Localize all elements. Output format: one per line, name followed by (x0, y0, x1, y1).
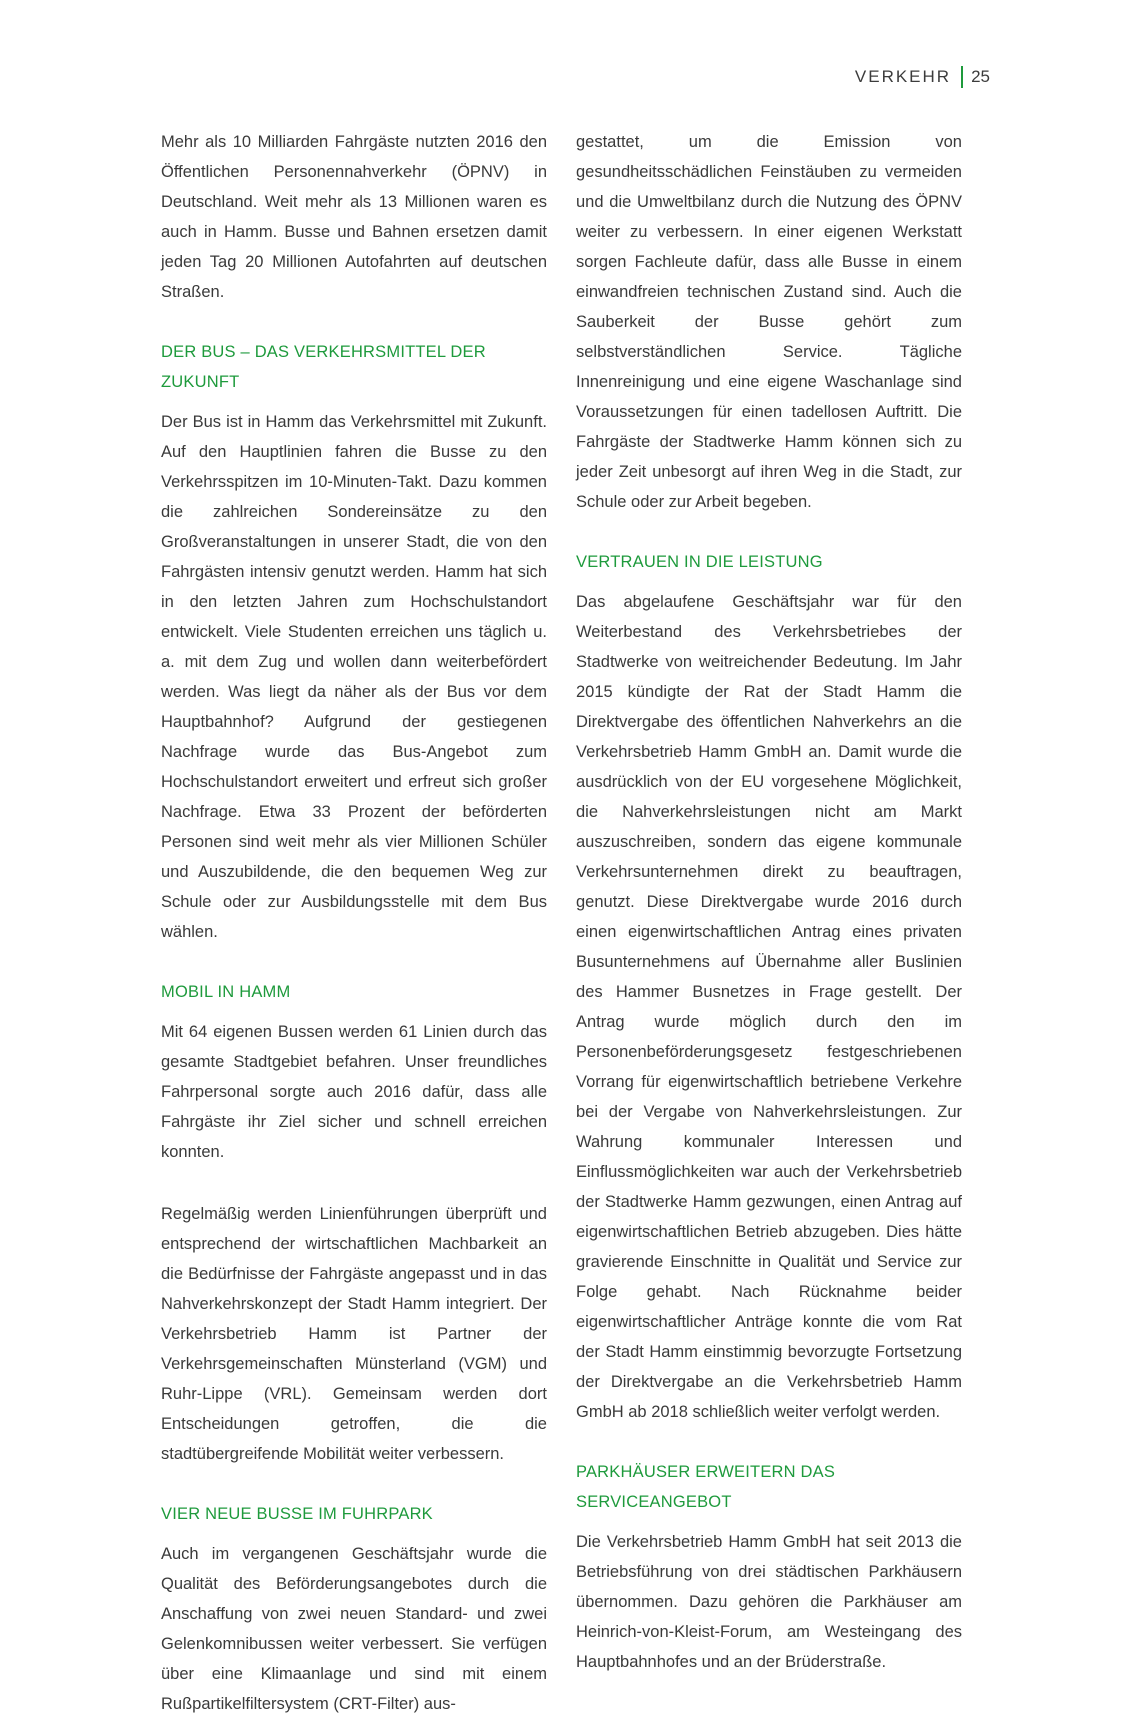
heading-parkhaeuser: PARKHÄUSER ERWEITERN DAS SERVICEANGEBOT (576, 1463, 836, 1511)
paragraph-neue-busse: Auch im vergangenen Geschäftsjahr wurde die Qualität des Beförderungsangebotes durch die Anschaffung von zwei neuen Standard- und zwei Gelenkomnibussen weiter verbessert. Sie verfügen über eine Klimaanlage und sind mit einem Rußpartikelfiltersystem (CRT-Filter) aus- (161, 1545, 547, 1713)
paragraph-parkhaeuser: Die Verkehrsbetrieb Hamm GmbH hat seit 2013 die Betriebsführung von drei städtischen Parkhäusern übernommen. Dazu gehören die Parkhäuser am Heinrich-von-Kleist-Forum, am Westeingang des Hauptbahnhofes und an der Brüderstraße. (576, 1533, 962, 1671)
right-column (576, 127, 962, 1677)
left-column (161, 127, 547, 1719)
page-number: 25 (971, 67, 990, 86)
paragraph-mobil-1: Mit 64 eigenen Bussen werden 61 Linien durch das gesamte Stadtgebiet befahren. Unser freundliches Fahrpersonal sorgte auch 2016 dafür, dass alle Fahrgäste ihr Ziel sicher und schnell erreichen konnten. (161, 1023, 547, 1161)
section-title: VERKEHR (854, 67, 952, 86)
header-divider (961, 66, 963, 88)
heading-vertrauen: VERTRAUEN IN DIE LEISTUNG (576, 553, 823, 571)
running-header (855, 66, 990, 88)
heading-bus-zukunft: DER BUS – DAS VERKEHRSMITTEL DER ZUKUNFT (161, 343, 486, 391)
paragraph-continuation: gestattet, um die Emission von gesundheitsschädlichen Feinstäuben zu vermeiden und die Umweltbilanz durch die Nutzung des ÖPNV weiter zu verbessern. In einer eigenen Werkstatt sorgen Fachleute dafür, dass alle Busse in einem einwandfreien technischen Zustand sind. Auch die Sauberkeit der Busse gehört zum selbstverständlichen Service. Tägliche Innenreinigung und eine eigene Waschanlage sind Voraussetzungen für einen tadellosen Auftritt. Die Fahrgäste der Stadtwerke Hamm können sich zu jeder Zeit unbesorgt auf ihren Weg in die Stadt, zur Schule oder zur Arbeit begeben. (576, 133, 962, 511)
heading-neue-busse: VIER NEUE BUSSE IM FUHRPARK (161, 1505, 433, 1523)
paragraph-vertrauen: Das abgelaufene Geschäftsjahr war für den Weiterbestand des Verkehrsbetriebes der Stadtwerke von weitreichender Bedeutung. Im Jahr 2015 kündigte der Rat der Stadt Hamm die Direktvergabe des öffentlichen Nahverkehrs an die Verkehrsbetrieb Hamm GmbH an. Damit wurde die ausdrücklich von der EU vorgesehene Möglichkeit, die Nahverkehrsleistungen nicht am Markt auszuschreiben, sondern das eigene kommunale Verkehrsunternehmen direkt zu beauftragen, genutzt. Diese Direktvergabe wurde 2016 durch einen eigenwirtschaftlichen Antrag eines privaten Busunternehmens auf Übernahme aller Buslinien des Hammer Busnetzes in Frage gestellt. Der Antrag wurde möglich durch den im Personenbeförderungsgesetz festgeschriebenen Vorrang für eigenwirtschaftlich betriebene Verkehre bei der Vergabe von Nahverkehrsleistungen. Zur Wahrung kommunaler Interessen und Einflussmöglichkeiten war auch der Verkehrsbetrieb der Stadtwerke Hamm gezwungen, einen Antrag auf eigenwirtschaftlichen Betrieb abzugeben. Dies hätte gravierende Einschnitte in Qualität und Service zur Folge gehabt. Nach Rücknahme beider eigenwirtschaftlicher Anträge konnte die vom Rat der Stadt Hamm einstimmig bevorzugte Fortsetzung der Direktvergabe an die Verkehrsbetrieb Hamm GmbH ab 2018 schließlich weiter verfolgt werden. (576, 593, 962, 1421)
paragraph-bus-zukunft: Der Bus ist in Hamm das Verkehrsmittel mit Zukunft. Auf den Hauptlinien fahren die Busse zu den Verkehrsspitzen im 10-Minuten-Takt. Dazu kommen die zahlreichen Sondereinsätze zu den Großveranstaltungen in unserer Stadt, die von den Fahrgästen intensiv genutzt werden. Hamm hat sich in den letzten Jahren zum Hochschulstandort entwickelt. Viele Studenten erreichen uns täglich u. a. mit dem Zug und wollen dann weiterbefördert werden. Was liegt da näher als der Bus vor dem Hauptbahnhof? Aufgrund der gestiegenen Nachfrage wurde das Bus-Angebot zum Hochschulstandort erweitert und erfreut sich großer Nachfrage. Etwa 33 Prozent der beförderten Personen sind weit mehr als vier Millionen Schüler und Auszubildende, die den bequemen Weg zur Schule oder zur Ausbildungsstelle mit dem Bus wählen. (161, 413, 547, 941)
heading-mobil-in-hamm: MOBIL IN HAMM (161, 983, 291, 1001)
paragraph-mobil-2: Regelmäßig werden Linienführungen überprüft und entsprechend der wirtschaftlichen Machbarkeit an die Bedürfnisse der Fahrgäste angepasst und in das Nahverkehrskonzept der Stadt Hamm integriert. Der Verkehrsbetrieb Hamm ist Partner der Verkehrsgemeinschaften Münsterland (VGM) und Ruhr-Lippe (VRL). Gemeinsam werden dort Entscheidungen getroffen, die die stadtübergreifende Mobilität weiter verbessern. (161, 1205, 547, 1463)
intro-paragraph: Mehr als 10 Milliarden Fahrgäste nutzten 2016 den Öffentlichen Personennahverkehr (ÖPNV) in Deutschland. Weit mehr als 13 Millionen waren es auch in Hamm. Busse und Bahnen ersetzen damit jeden Tag 20 Millionen Autofahrten auf deutschen Straßen. (161, 133, 547, 301)
